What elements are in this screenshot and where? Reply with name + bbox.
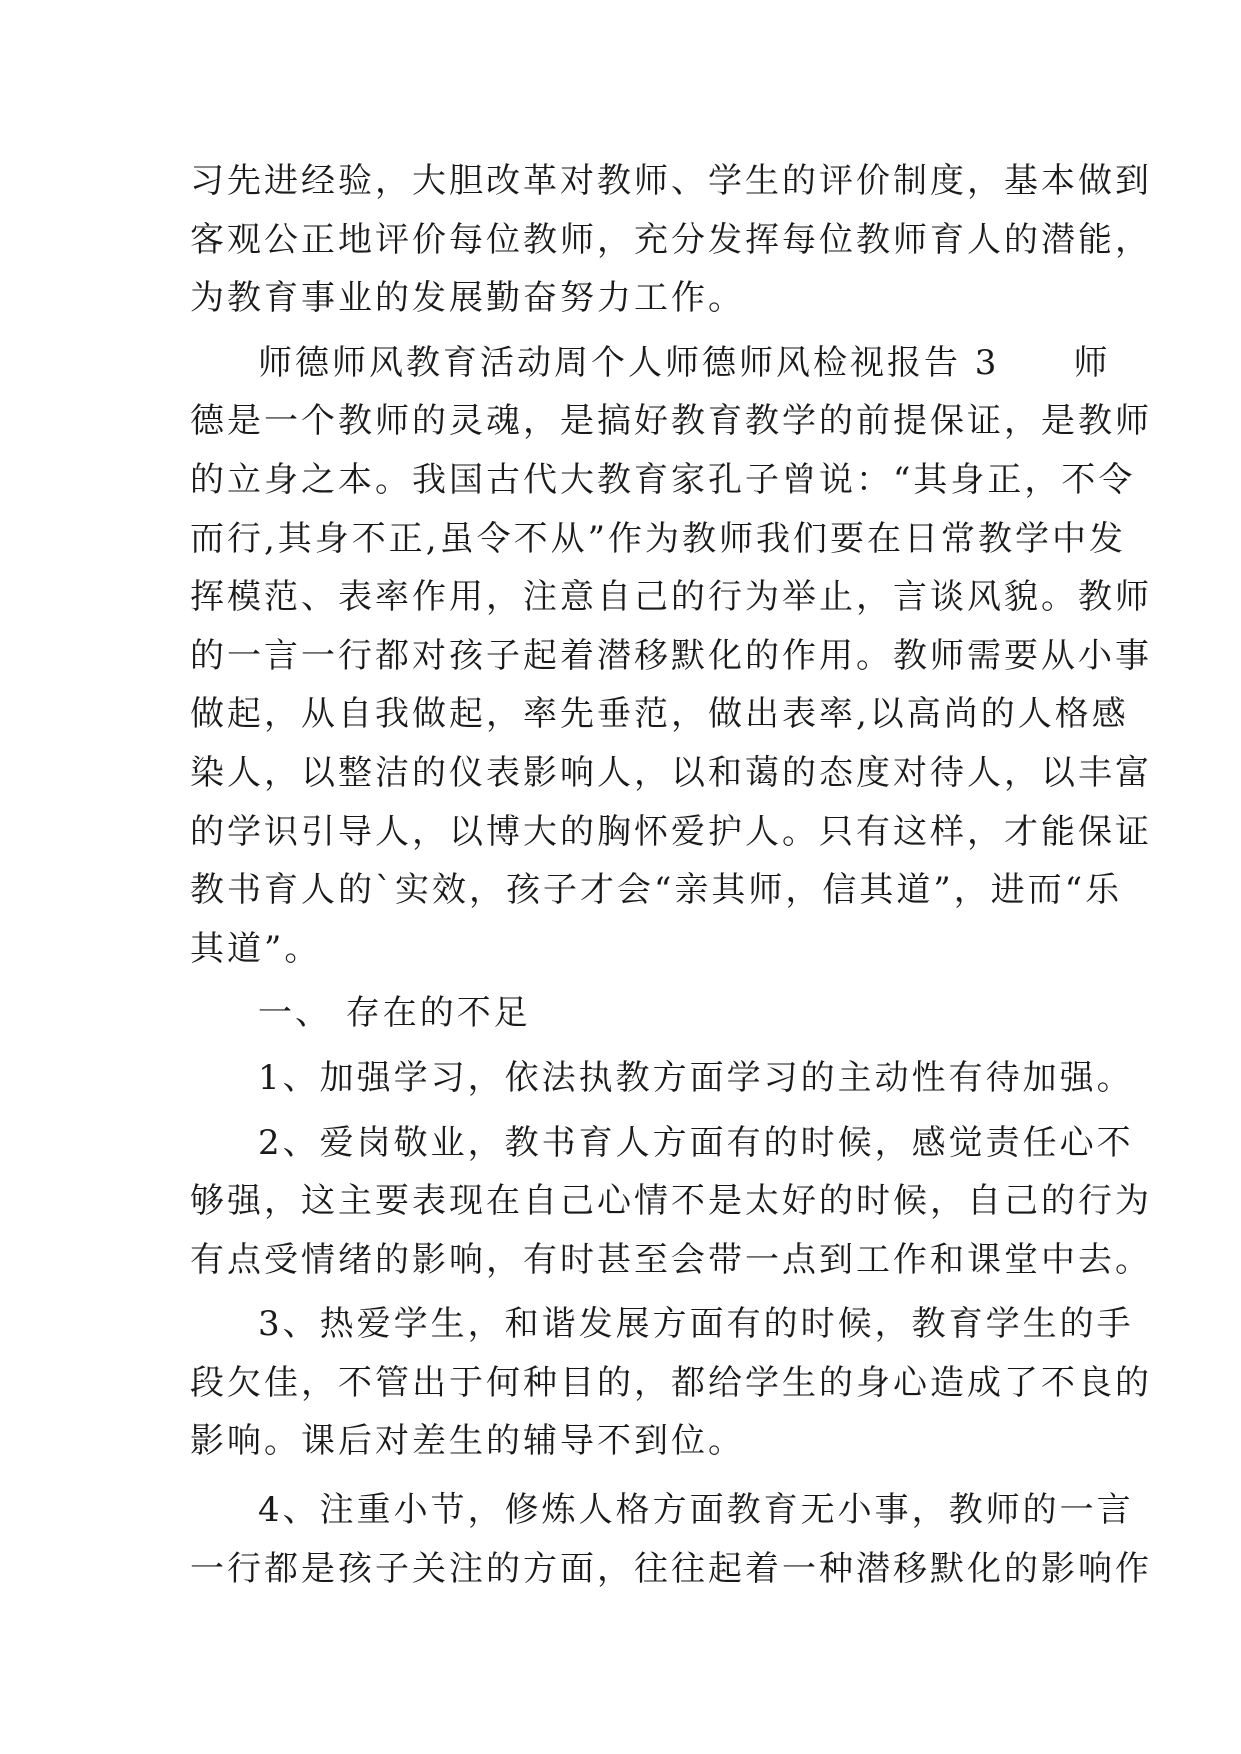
- text-line: 影响。课后对差生的辅导不到位。: [190, 1421, 745, 1462]
- list-item-2: 2、爱岗敬业，教书育人方面有的时候，感觉责任心不: [258, 1122, 1134, 1163]
- text-line: 染人，以整洁的仪表影响人，以和蔼的态度对待人，以丰富: [190, 752, 1152, 793]
- text-line: 的一言一行都对孩子起着潜移默化的作用。教师需要从小事: [190, 635, 1152, 676]
- text-line: 为教育事业的发展勤奋努力工作。: [190, 278, 745, 319]
- text-line: 够强，这主要表现在自己心情不是太好的时候，自己的行为: [190, 1181, 1152, 1222]
- document-body: [190, 152, 1152, 1598]
- list-heading: 一、 存在的不足: [258, 993, 531, 1034]
- text-line: 其道”。: [190, 928, 322, 969]
- text-line: 段欠佳，不管出于何种目的，都给学生的身心造成了不良的: [190, 1362, 1152, 1403]
- text-line: 的学识引导人，以博大的胸怀爱护人。只有这样，才能保证: [190, 811, 1152, 852]
- list-item-1: 1、加强学习，依法执教方面学习的主动性有待加强。: [258, 1057, 1134, 1098]
- text-line: 教书育人的`实效，孩子才会“亲其师，信其道”，进而“乐: [190, 870, 1123, 911]
- text-line: 而行,其身不正,虽令不从”作为教师我们要在日常教学中发: [190, 518, 1126, 559]
- text-line: 德是一个教师的灵魂，是搞好教育教学的前提保证，是教师: [190, 401, 1152, 442]
- text-line: 的立身之本。我国古代大教育家孔子曾说：“其身正，不令: [190, 459, 1136, 500]
- text-line: 挥模范、表率作用，注意自己的行为举止，言谈风貌。教师: [190, 577, 1152, 618]
- text-line: 有点受情绪的影响，有时甚至会带一点到工作和课堂中去。: [190, 1239, 1152, 1280]
- text-line: 客观公正地评价每位教师，充分发挥每位教师育人的潜能，: [190, 219, 1152, 260]
- list-item-3: 3、热爱学生，和谐发展方面有的时候，教育学生的手: [258, 1304, 1134, 1345]
- text-line: 习先进经验，大胆改革对教师、学生的评价制度，基本做到: [190, 161, 1152, 201]
- section-heading-line: 师德师风教育活动周个人师德师风检视报告 3 师: [258, 342, 1111, 383]
- text-line: 一行都是孩子关注的方面，往往起着一种潜移默化的影响作: [190, 1548, 1152, 1589]
- text-line: 做起，从自我做起，率先垂范，做出表率,以高尚的人格感: [190, 694, 1129, 735]
- list-item-4: 4、注重小节，修炼人格方面教育无小事，教师的一言: [258, 1490, 1134, 1531]
